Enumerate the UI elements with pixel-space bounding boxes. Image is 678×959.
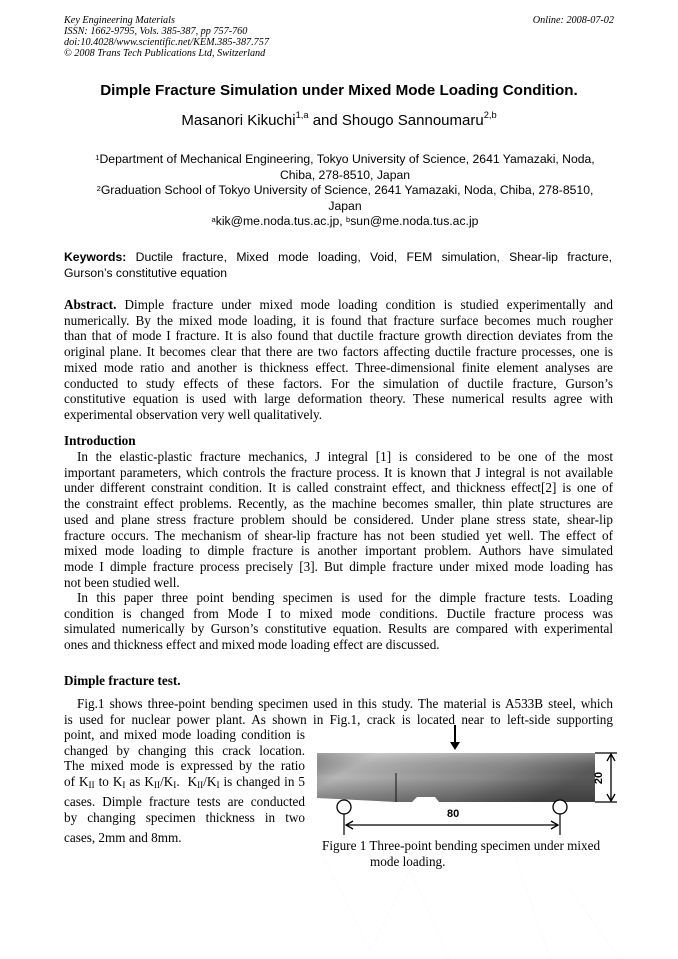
affiliation-text: Department of Mechanical Engineering, Tokyo University of Science, 2641 Yamazaki, Noda,: [99, 152, 595, 166]
affiliations: [80, 152, 610, 230]
dimple-line: point, and mixed mode loading condition is: [64, 727, 305, 742]
subscript: II: [88, 780, 95, 791]
introduction-paragraph-2: [64, 590, 613, 653]
abstract-line: conducted to study effects of these factors. For the simulation of ductile fracture, Gurson’s: [64, 375, 613, 391]
author-joiner: and: [308, 112, 342, 129]
dimple-line: is used for nuclear power plant. As shown in Fig.1, crack is located near to left-side supporting: [64, 711, 613, 727]
abstract-line: experimental observation very well qualitatively.: [64, 406, 323, 422]
author-affiliation-mark: 2,b: [483, 110, 497, 120]
ratio-text: of K: [64, 774, 89, 790]
issn-line: ISSN: 1662-9795, Vols. 385-387, pp 757-760: [64, 26, 248, 37]
ratio-text: /K: [203, 774, 217, 790]
journal-name: Key Engineering Materials: [64, 15, 175, 26]
email-mark: b: [346, 215, 351, 224]
author-name: Shougo Sannoumaru: [341, 112, 484, 129]
subscript: I: [216, 780, 220, 791]
affiliation-2-cont: Japan: [328, 198, 362, 213]
keywords-line-2: Gurson’s constitutive equation: [64, 265, 228, 280]
intro-line: condition is changed from Mode I to mixed mode conditions. Ductile fracture process was: [64, 605, 613, 621]
author-line: [0, 112, 678, 129]
author-affiliation-mark: 1,a: [295, 110, 309, 120]
background-watermark: [310, 830, 630, 959]
ratio-text: to K: [94, 774, 123, 790]
author-name: Masanori Kikuchi: [181, 112, 296, 129]
keywords-text: Ductile fracture, Mixed mode loading, Void, FEM simulation, Shear-lip fracture,: [135, 250, 613, 264]
intro-line: the constraint effect problems. Recently, as the machine becomes smaller, thin plate structures are: [64, 496, 613, 512]
dimple-line: cases. Dimple fracture tests are conducted: [64, 793, 305, 809]
subscript: II: [153, 780, 161, 791]
affiliation-1-cont: Chiba, 278-8510, Japan: [279, 167, 411, 182]
email-link[interactable]: kik@me.noda.tus.ac.jp,: [215, 214, 346, 228]
intro-line: In this paper three point bending specimen is used for the dimple fracture tests. Loading: [77, 590, 613, 605]
intro-line: mode I dimple fracture process precisely [3]. But dimple fracture under mixed mode loading has: [64, 558, 613, 574]
caption-line-2: mode loading.: [370, 854, 446, 869]
intro-line: simulated numerically by Gurson’s constitutive equation. Results are compared with experimental: [64, 621, 613, 637]
abstract-text: Dimple fracture under mixed mode loading condition is studied experimentally and: [116, 297, 613, 312]
abstract-line: original plane. It becomes clear that there are two factors affecting ductile fracture processes, one is: [64, 344, 613, 360]
intro-line: In the elastic-plastic fracture mechanics, J integral [1] is considered to be one of the most: [77, 449, 613, 464]
ratio-text: /K: [160, 774, 174, 790]
figure-1-specimen: [317, 725, 617, 835]
height-dimension-label: 20: [593, 771, 606, 785]
affiliation-text: Graduation School of Tokyo University of Science, 2641 Yamazaki, Noda, Chiba, 278-8510,: [100, 183, 594, 197]
introduction-heading: Introduction: [64, 433, 136, 448]
journal-header: [64, 15, 269, 59]
copyright-line: © 2008 Trans Tech Publications Ltd, Switzerland: [64, 48, 266, 59]
dimple-line: Fig.1 shows three-point bending specimen used in this study. The material is A533B steel, which: [77, 696, 613, 711]
dimple-line: changed by changing this crack location.: [64, 742, 305, 758]
ratio-text: as K: [125, 774, 154, 790]
dimple-last-line: cases, 2mm and 8mm.: [64, 830, 182, 845]
email-line: [80, 214, 610, 230]
left-support-icon: [337, 800, 351, 814]
abstract-line: than that of mode I fracture. It is also found that ductile fracture growth direction deviates from the: [64, 328, 613, 344]
abstract-line: [64, 297, 613, 313]
intro-line: under different constraint condition. It is called constraint effect, and thickness effect[2] is one of: [64, 480, 613, 496]
dimple-test-narrow-column: [64, 727, 305, 825]
intro-line: ones and thickness effect and mixed mode loading effect are discussed.: [64, 637, 440, 653]
keywords-label: Keywords:: [64, 250, 127, 264]
dimple-line: The mixed mode is expressed by the ratio: [64, 758, 305, 774]
ratio-text: . K: [176, 774, 198, 790]
caption-line-1: Figure 1 Three-point bending specimen under mixed: [322, 838, 601, 853]
abstract: [64, 297, 613, 423]
ratio-text: is changed in 5: [219, 774, 305, 790]
keywords: [64, 250, 612, 281]
email-mark: a: [211, 215, 216, 224]
right-support-icon: [553, 800, 567, 814]
online-date: Online: 2008-07-02: [532, 15, 614, 26]
intro-line: mixed mode loading to dimple fracture is another important problem. Authors have simulated: [64, 543, 613, 559]
subscript: I: [173, 780, 177, 791]
span-dimension-label: 80: [447, 808, 460, 820]
affiliation-mark: 1: [95, 153, 100, 162]
dimple-test-paragraph: [64, 696, 613, 727]
intro-line: used and plane stress fracture problem should be considered. Under plane stress state, shear-lip: [64, 511, 613, 527]
affiliation-mark: 2: [96, 184, 101, 193]
dimple-line: by changing specimen thickness in two: [64, 809, 305, 825]
affiliation-2: [80, 183, 610, 199]
email-link[interactable]: sun@me.noda.tus.ac.jp: [350, 214, 479, 228]
intro-line: important parameters, which controls the fracture process. It is known that J integral is not available: [64, 464, 613, 480]
dimple-test-heading: Dimple fracture test.: [64, 673, 181, 688]
abstract-line: constitutive equation is used with large deformation theory. These numerical results agree with: [64, 391, 613, 407]
introduction-paragraph-1: [64, 449, 613, 590]
intro-line: fracture occurs. The mechanism of shear-lip fracture has not been studied yet well. The effect of: [64, 527, 613, 543]
subscript: I: [122, 780, 126, 791]
keywords-line-1: [64, 250, 612, 266]
abstract-line: numerically. By the mixed mode loading, it is found that fracture surface becomes much rougher: [64, 312, 613, 328]
ratio-line: [64, 774, 305, 794]
paper-title: Dimple Fracture Simulation under Mixed Mode Loading Condition.: [100, 82, 578, 99]
abstract-label: Abstract.: [64, 297, 117, 312]
affiliation-1: [80, 152, 610, 168]
subscript: II: [197, 780, 204, 791]
abstract-line: mixed mode ratio and another is thickness effect. Three-dimensional finite element analyses are: [64, 359, 613, 375]
doi-line: doi:10.4028/www.scientific.net/KEM.385-387.757: [64, 37, 269, 48]
intro-line: not been studied well.: [64, 574, 180, 590]
load-arrow-icon: [450, 725, 460, 750]
specimen-diagram: [317, 725, 617, 835]
